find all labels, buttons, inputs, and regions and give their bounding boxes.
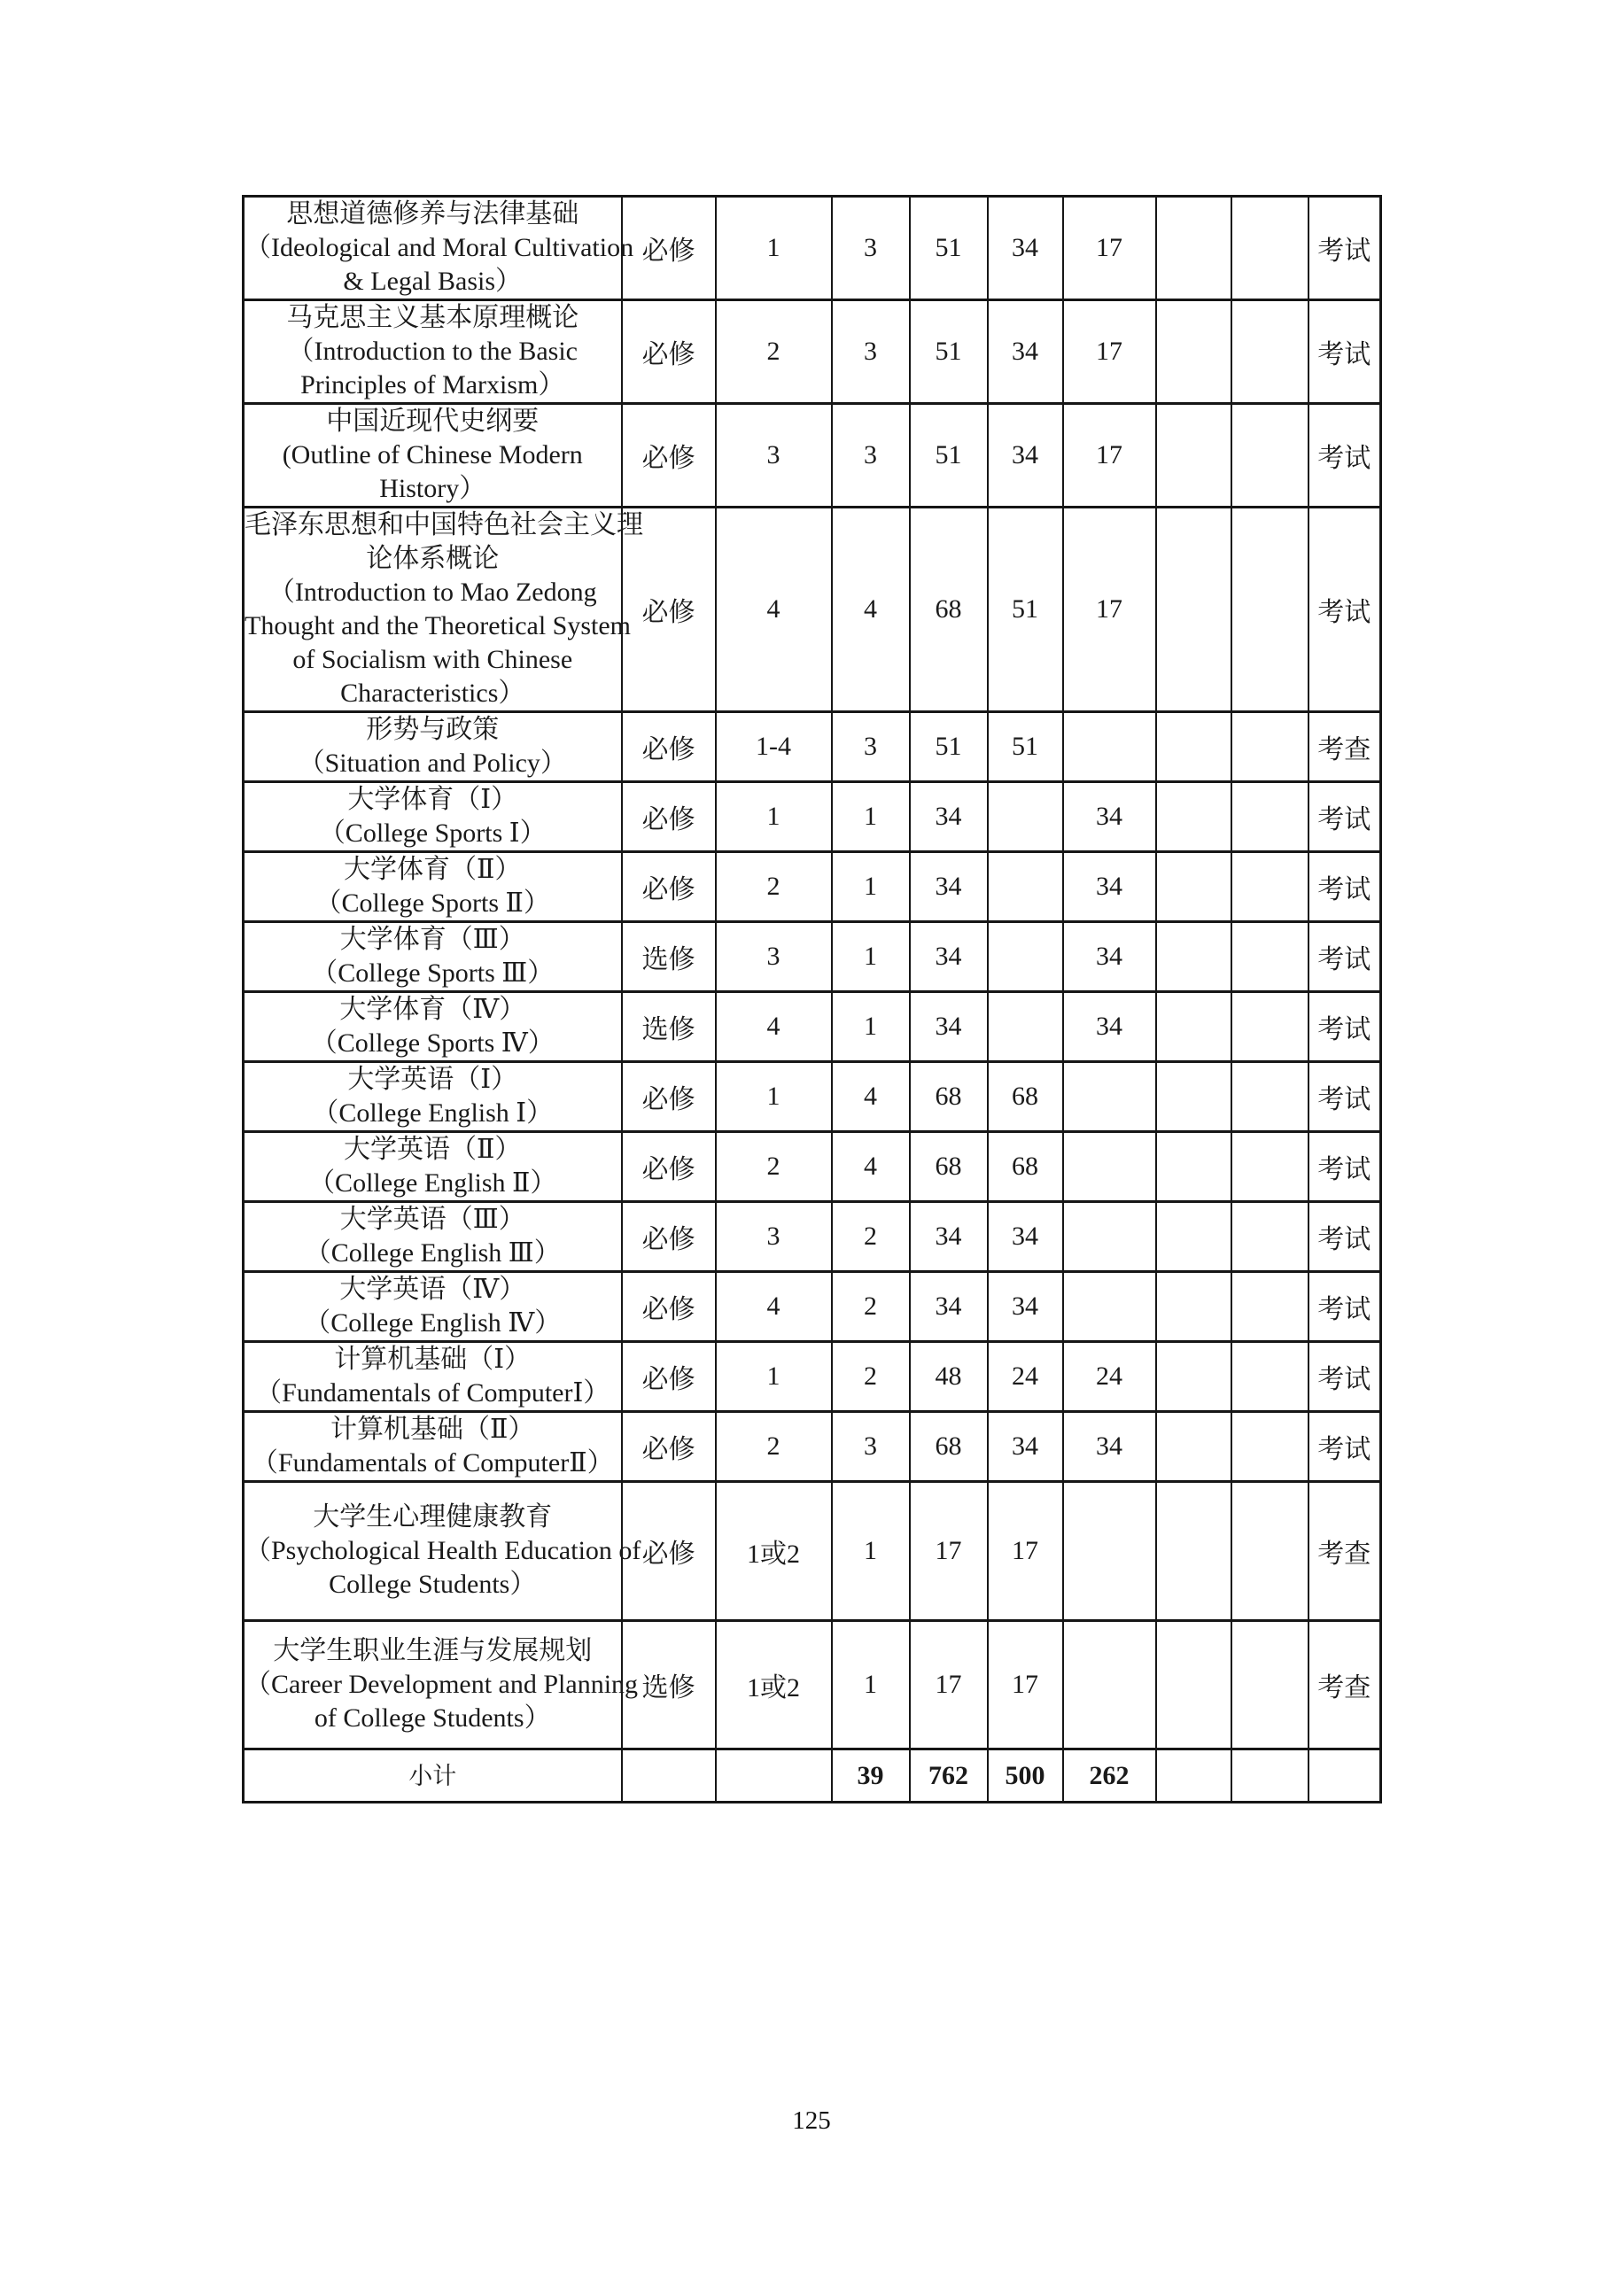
course-name-line: 大学体育（Ⅰ）	[347, 785, 518, 814]
table-row	[244, 508, 1381, 712]
course-name-line: （Introduction to the Basic	[287, 337, 578, 366]
total-hours-cell: 34	[910, 922, 988, 992]
course-name-cell	[244, 197, 634, 300]
course-type-cell: 必修	[622, 712, 716, 782]
course-name-cell	[244, 1132, 622, 1202]
lecture-hours-cell	[988, 782, 1063, 852]
total-hours-cell: 17	[910, 1482, 988, 1621]
total-hours-cell: 68	[910, 1132, 988, 1202]
empty-cell	[1156, 1062, 1231, 1132]
lecture-hours-cell: 51	[988, 712, 1063, 782]
credits-cell: 1	[832, 1482, 910, 1621]
semester-cell: 2	[716, 1132, 832, 1202]
empty-cell	[1156, 197, 1231, 300]
total-hours-cell: 51	[910, 712, 988, 782]
practice-hours-cell	[1063, 712, 1156, 782]
semester-cell: 1	[716, 782, 832, 852]
course-name-line: & Legal Basis）	[343, 267, 523, 296]
exam-type-cell: 考查	[1308, 1621, 1381, 1749]
total-hours-cell: 68	[910, 508, 988, 712]
course-name-line: 大学体育（Ⅲ）	[339, 925, 525, 954]
lecture-hours-cell: 68	[988, 1062, 1063, 1132]
course-name-cell	[244, 992, 622, 1062]
exam-type-cell: 考试	[1308, 852, 1381, 922]
course-name-line: （College English Ⅲ）	[304, 1238, 561, 1268]
credits-cell: 1	[832, 992, 910, 1062]
semester-cell: 3	[716, 1202, 832, 1272]
course-type-cell: 必修	[622, 1482, 716, 1621]
practice-hours-cell: 17	[1063, 508, 1156, 712]
empty-cell	[1231, 1062, 1308, 1132]
empty-cell	[1231, 1132, 1308, 1202]
course-name-line: （Fundamentals of ComputerⅠ）	[255, 1378, 610, 1408]
exam-type-cell: 考试	[1308, 992, 1381, 1062]
semester-cell: 3	[716, 404, 832, 508]
exam-type-cell: 考试	[1308, 1132, 1381, 1202]
empty-cell	[1156, 1412, 1231, 1482]
empty-cell	[1231, 852, 1308, 922]
empty-cell	[1156, 1621, 1231, 1749]
table-row	[244, 300, 1381, 404]
semester-cell: 1	[716, 1342, 832, 1412]
course-name-cell	[244, 782, 622, 852]
course-name-line: Thought and the Theoretical System	[245, 611, 632, 640]
empty-cell	[1231, 1749, 1308, 1803]
practice-hours-cell	[1063, 1132, 1156, 1202]
credits-cell: 3	[832, 712, 910, 782]
course-type-cell: 必修	[622, 508, 716, 712]
semester-cell: 1-4	[716, 712, 832, 782]
practice-hours-cell	[1063, 1272, 1156, 1342]
total-hours-cell: 68	[910, 1062, 988, 1132]
table-row	[244, 992, 1381, 1062]
table-row	[244, 852, 1381, 922]
exam-type-cell: 考试	[1308, 1202, 1381, 1272]
course-name-line: （College English Ⅳ）	[304, 1308, 562, 1338]
total-hours-cell: 34	[910, 1272, 988, 1342]
course-name-line: 毛泽东思想和中国特色社会主义理	[245, 510, 643, 539]
table-row	[244, 1202, 1381, 1272]
course-name-line: 马克思主义基本原理概论	[286, 303, 579, 332]
table-row	[244, 1062, 1381, 1132]
practice-hours-cell	[1063, 1062, 1156, 1132]
total-hours-cell: 34	[910, 1202, 988, 1272]
lecture-hours-cell: 500	[988, 1749, 1063, 1803]
table-row	[244, 782, 1381, 852]
course-name-line: （College Sports Ⅰ）	[318, 818, 547, 848]
empty-cell	[1156, 782, 1231, 852]
course-name-line: 形势与政策	[366, 715, 500, 744]
credits-cell: 1	[832, 782, 910, 852]
total-hours-cell: 762	[910, 1749, 988, 1803]
course-name-cell	[244, 712, 622, 782]
course-name-line: of College Students）	[314, 1703, 551, 1733]
credits-cell: 39	[832, 1749, 910, 1803]
practice-hours-cell: 17	[1063, 197, 1156, 300]
course-name-cell	[244, 1202, 622, 1272]
course-name-line: 中国近现代史纲要	[326, 407, 540, 436]
empty-cell	[1231, 508, 1308, 712]
credits-cell: 1	[832, 852, 910, 922]
course-name-line: Principles of Marxism）	[300, 370, 565, 399]
empty-cell	[1156, 1342, 1231, 1412]
page-number: 125	[792, 2106, 831, 2135]
practice-hours-cell: 34	[1063, 1412, 1156, 1482]
course-name-cell	[244, 300, 622, 404]
course-name-cell	[244, 1412, 622, 1482]
exam-type-cell: 考试	[1308, 300, 1381, 404]
course-type-cell: 必修	[622, 300, 716, 404]
empty-cell	[1231, 1202, 1308, 1272]
practice-hours-cell	[1063, 1621, 1156, 1749]
table-row	[244, 1621, 1381, 1749]
lecture-hours-cell: 34	[988, 404, 1063, 508]
course-name-line: （Introduction to Mao Zedong	[268, 578, 597, 607]
empty-cell	[1156, 1202, 1231, 1272]
course-name-line: （Career Development and Planning	[245, 1670, 639, 1699]
course-name-line: of Socialism with Chinese	[292, 645, 573, 674]
course-name-line: （Psychological Health Education of	[245, 1536, 641, 1565]
credits-cell: 1	[832, 922, 910, 992]
exam-type-cell: 考查	[1308, 1482, 1381, 1621]
lecture-hours-cell: 34	[988, 197, 1063, 300]
practice-hours-cell: 34	[1063, 782, 1156, 852]
empty-cell	[1231, 712, 1308, 782]
lecture-hours-cell: 17	[988, 1621, 1063, 1749]
course-type-cell: 必修	[622, 1272, 716, 1342]
total-hours-cell: 68	[910, 1412, 988, 1482]
course-name-line: （Fundamentals of ComputerⅡ）	[251, 1448, 614, 1478]
semester-cell: 4	[716, 992, 832, 1062]
table-row	[244, 1482, 1381, 1621]
credits-cell: 4	[832, 508, 910, 712]
curriculum-table	[242, 195, 1382, 1803]
exam-type-cell: 考试	[1308, 508, 1381, 712]
lecture-hours-cell	[988, 852, 1063, 922]
table-row	[244, 1342, 1381, 1412]
lecture-hours-cell: 51	[988, 508, 1063, 712]
total-hours-cell: 48	[910, 1342, 988, 1412]
empty-cell	[1231, 300, 1308, 404]
course-name-line: （Situation and Policy）	[298, 749, 567, 778]
credits-cell: 2	[832, 1272, 910, 1342]
empty-cell	[1156, 508, 1231, 712]
course-type-cell: 必修	[622, 404, 716, 508]
lecture-hours-cell: 24	[988, 1342, 1063, 1412]
practice-hours-cell: 17	[1063, 404, 1156, 508]
course-type-cell: 必修	[622, 1062, 716, 1132]
course-name-cell	[244, 852, 622, 922]
exam-type-cell: 考试	[1308, 1342, 1381, 1412]
course-name-line: 计算机基础（Ⅰ）	[334, 1345, 532, 1374]
total-hours-cell: 51	[910, 300, 988, 404]
credits-cell: 3	[832, 300, 910, 404]
course-type-cell: 必修	[622, 782, 716, 852]
empty-cell	[1156, 1749, 1231, 1803]
course-name-line: Characteristics）	[340, 679, 525, 708]
course-name-cell	[244, 508, 643, 712]
exam-type-cell: 考试	[1308, 197, 1381, 300]
table-row	[244, 712, 1381, 782]
course-type-cell: 选修	[622, 922, 716, 992]
course-name-line: 大学英语（Ⅱ）	[344, 1135, 522, 1164]
table-row	[244, 404, 1381, 508]
semester-cell: 2	[716, 1412, 832, 1482]
semester-cell: 1	[716, 1062, 832, 1132]
course-name-line: History）	[379, 474, 486, 503]
practice-hours-cell: 34	[1063, 852, 1156, 922]
empty-cell	[1156, 404, 1231, 508]
exam-type-cell: 考试	[1308, 922, 1381, 992]
exam-type-cell: 考查	[1308, 712, 1381, 782]
table-row	[244, 922, 1381, 992]
empty-cell	[1231, 782, 1308, 852]
credits-cell: 1	[832, 1621, 910, 1749]
credits-cell: 3	[832, 404, 910, 508]
course-name-cell	[244, 1482, 641, 1621]
course-name-cell	[244, 1062, 622, 1132]
total-hours-cell: 51	[910, 404, 988, 508]
credits-cell: 4	[832, 1062, 910, 1132]
practice-hours-cell: 34	[1063, 992, 1156, 1062]
exam-type-cell: 考试	[1308, 1062, 1381, 1132]
course-name-line: 大学体育（Ⅳ）	[339, 995, 526, 1024]
empty-cell	[1156, 992, 1231, 1062]
course-type-cell: 选修	[622, 992, 716, 1062]
empty-cell	[1231, 1272, 1308, 1342]
lecture-hours-cell: 68	[988, 1132, 1063, 1202]
empty-cell	[1231, 1342, 1308, 1412]
course-name-line: （Ideological and Moral Cultivation	[245, 233, 634, 262]
empty-cell	[1156, 1482, 1231, 1621]
course-name-cell	[244, 1342, 622, 1412]
empty-cell	[1156, 1272, 1231, 1342]
empty-cell	[1231, 404, 1308, 508]
semester-cell: 2	[716, 852, 832, 922]
course-name-line: 大学英语（Ⅰ）	[347, 1065, 518, 1094]
credits-cell: 2	[832, 1342, 910, 1412]
course-name-line: （College Sports Ⅳ）	[310, 1028, 555, 1058]
course-name-line: （College English Ⅰ）	[312, 1098, 554, 1128]
credits-cell: 2	[832, 1202, 910, 1272]
course-type-cell: 必修	[622, 1412, 716, 1482]
exam-type-cell	[1308, 1749, 1381, 1803]
empty-cell	[1231, 1482, 1308, 1621]
lecture-hours-cell	[988, 992, 1063, 1062]
subtotal-label-cell: 小计	[244, 1749, 622, 1803]
course-name-cell	[244, 1621, 639, 1749]
table-row	[244, 1412, 1381, 1482]
course-type-cell: 选修	[622, 1621, 716, 1749]
course-name-line: （College Sports Ⅱ）	[315, 888, 550, 918]
course-type-cell: 必修	[622, 1132, 716, 1202]
course-name-line: 大学英语（Ⅲ）	[339, 1205, 525, 1234]
practice-hours-cell: 24	[1063, 1342, 1156, 1412]
empty-cell	[1156, 712, 1231, 782]
course-name-line: College Students）	[329, 1570, 537, 1599]
lecture-hours-cell: 17	[988, 1482, 1063, 1621]
empty-cell	[1156, 922, 1231, 992]
exam-type-cell: 考试	[1308, 1272, 1381, 1342]
course-name-line: 大学英语（Ⅳ）	[339, 1275, 526, 1304]
course-name-line: 大学体育（Ⅱ）	[344, 855, 522, 884]
empty-cell	[1231, 992, 1308, 1062]
credits-cell: 3	[832, 197, 910, 300]
course-name-cell	[244, 922, 622, 992]
course-type-cell: 必修	[622, 1202, 716, 1272]
course-name-line: 论体系概论	[366, 544, 500, 573]
total-hours-cell: 17	[910, 1621, 988, 1749]
course-name-line: 计算机基础（Ⅱ）	[330, 1415, 535, 1444]
course-type-cell: 必修	[622, 1342, 716, 1412]
semester-cell: 2	[716, 300, 832, 404]
empty-cell	[1156, 852, 1231, 922]
semester-cell	[716, 1749, 832, 1803]
semester-cell: 4	[716, 1272, 832, 1342]
table-row	[244, 1132, 1381, 1202]
course-name-cell	[244, 404, 622, 508]
empty-cell	[1231, 197, 1308, 300]
lecture-hours-cell: 34	[988, 300, 1063, 404]
practice-hours-cell: 262	[1063, 1749, 1156, 1803]
course-type-cell: 必修	[622, 197, 716, 300]
table-row	[244, 197, 1381, 300]
course-name-line: （College English Ⅱ）	[308, 1168, 557, 1198]
course-name-line: (Outline of Chinese Modern	[282, 440, 583, 469]
course-name-line: 大学生心理健康教育	[313, 1502, 553, 1532]
practice-hours-cell: 34	[1063, 922, 1156, 992]
lecture-hours-cell	[988, 922, 1063, 992]
practice-hours-cell	[1063, 1202, 1156, 1272]
empty-cell	[1231, 1621, 1308, 1749]
table-row	[244, 1272, 1381, 1342]
semester-cell: 1或2	[716, 1621, 832, 1749]
empty-cell	[1231, 1412, 1308, 1482]
semester-cell: 1	[716, 197, 832, 300]
subtotal-row	[244, 1749, 1381, 1803]
course-type-cell	[622, 1749, 716, 1803]
lecture-hours-cell: 34	[988, 1412, 1063, 1482]
semester-cell: 4	[716, 508, 832, 712]
total-hours-cell: 51	[910, 197, 988, 300]
total-hours-cell: 34	[910, 782, 988, 852]
total-hours-cell: 34	[910, 992, 988, 1062]
lecture-hours-cell: 34	[988, 1272, 1063, 1342]
practice-hours-cell: 17	[1063, 300, 1156, 404]
course-type-cell: 必修	[622, 852, 716, 922]
exam-type-cell: 考试	[1308, 404, 1381, 508]
course-name-line: 思想道德修养与法律基础	[286, 199, 579, 229]
course-name-line: （College Sports Ⅲ）	[311, 958, 555, 988]
course-name-line: 大学生职业生涯与发展规划	[273, 1636, 593, 1665]
lecture-hours-cell: 34	[988, 1202, 1063, 1272]
credits-cell: 4	[832, 1132, 910, 1202]
empty-cell	[1231, 922, 1308, 992]
empty-cell	[1156, 1132, 1231, 1202]
exam-type-cell: 考试	[1308, 782, 1381, 852]
exam-type-cell: 考试	[1308, 1412, 1381, 1482]
practice-hours-cell	[1063, 1482, 1156, 1621]
semester-cell: 3	[716, 922, 832, 992]
empty-cell	[1156, 300, 1231, 404]
semester-cell: 1或2	[716, 1482, 832, 1621]
course-name-cell	[244, 1272, 622, 1342]
total-hours-cell: 34	[910, 852, 988, 922]
credits-cell: 3	[832, 1412, 910, 1482]
